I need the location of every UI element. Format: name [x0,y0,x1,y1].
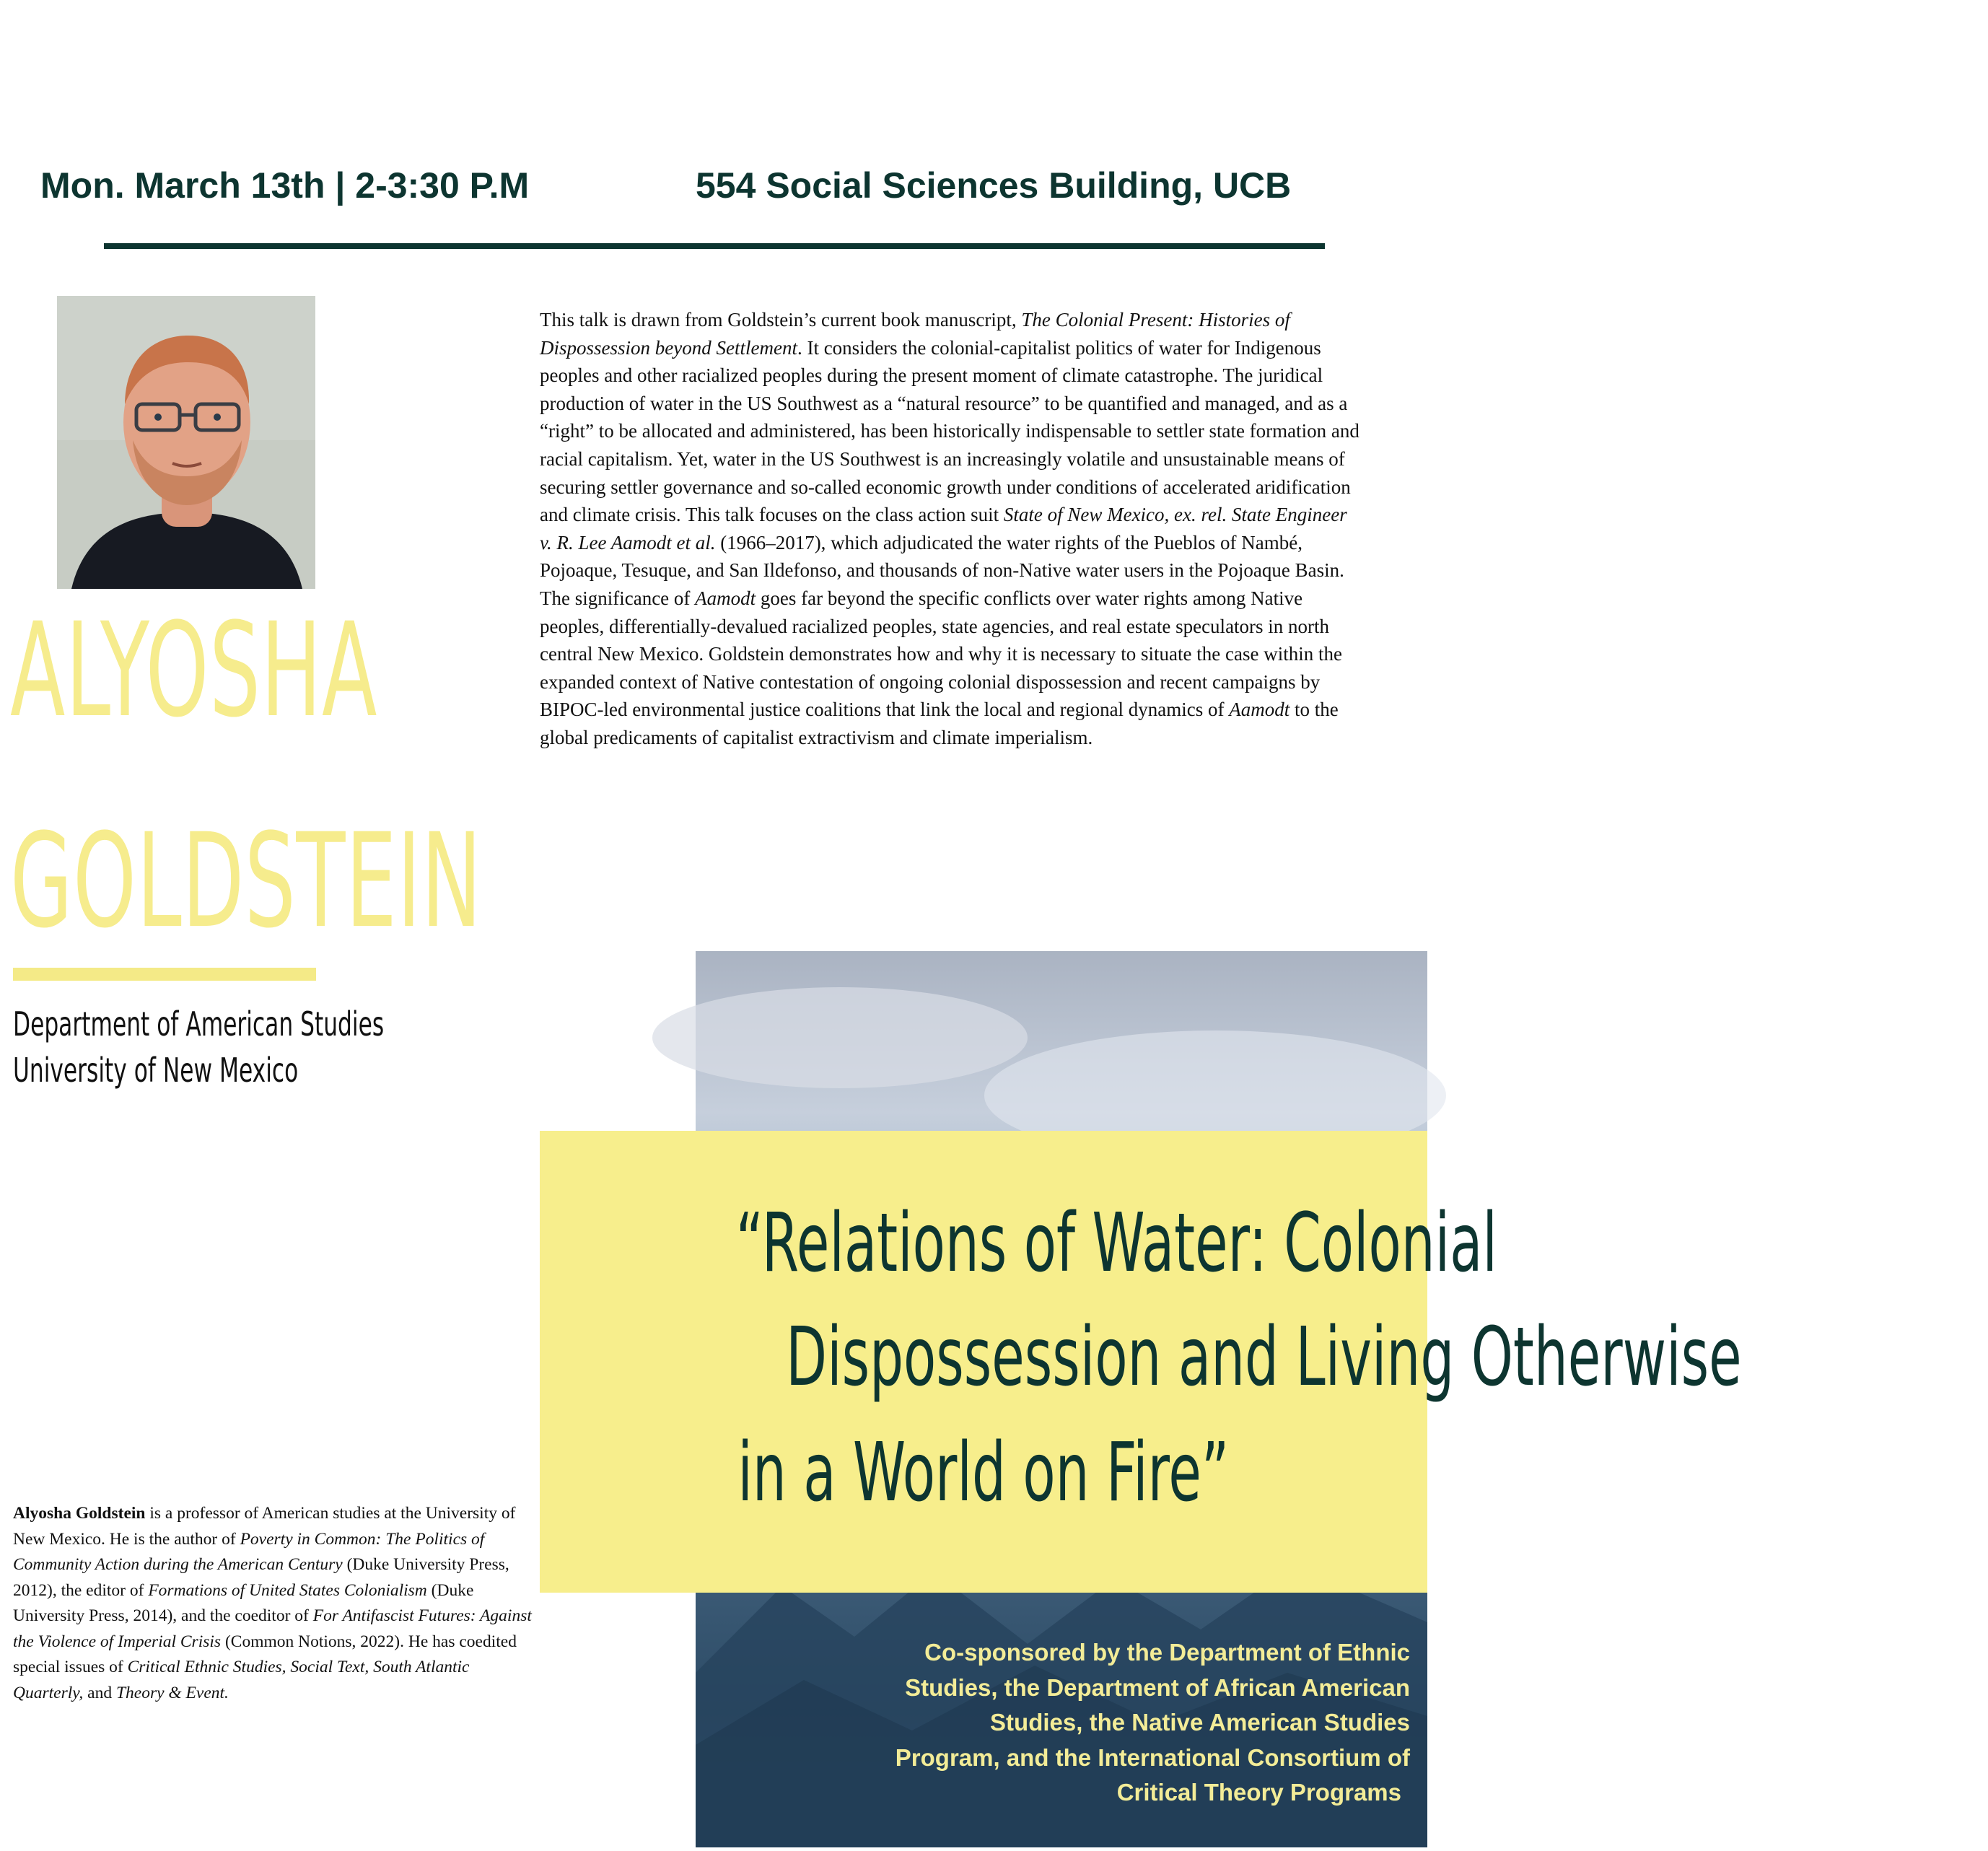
book-title: The Colonial Present: Histories of Dispossession beyond Settlement [540,309,1290,359]
name-underline [13,968,316,981]
case-name: State of New Mexico, ex. rel. State Engineer v. R. Lee Aamodt et al. [540,504,1347,553]
speaker-first-name: ALYOSHA [10,595,378,746]
speaker-last-name: GOLDSTEIN [10,806,482,957]
talk-title-box [540,1131,1742,1593]
speaker-bio: Alyosha Goldstein is a professor of American studies at the University of New Mexico. He is the author of Poverty in Common: The Politics of Community Action during the American Century (Duke University Press, 2012), the editor of Formations of United States Colonialism (Duke University Press, 2014), and the coeditor of For Antifascist Futures: Against the Violence of Imperial Crisis (Common Notions, 2022). He has coedited special issues of Critical Ethnic Studies, Social Text, South Atlantic Quarterly, and Theory & Event. [13,1504,532,1702]
speaker-department: Department of American Studies [13,1005,385,1043]
speaker-university: University of New Mexico [13,1051,299,1090]
bio-name: Alyosha Goldstein [13,1504,146,1523]
talk-title-line-3: in a World on Fire” [737,1426,1230,1520]
talk-title-line-2: Dispossession and Living Otherwise [786,1310,1742,1404]
speaker-portrait [57,296,315,589]
event-location: 554 Social Sciences Building, UCB [696,165,1292,206]
talk-abstract: This talk is drawn from Goldstein’s current book manuscript, The Colonial Present: Histories of Dispossession beyond Settlement. It considers the colonial-capitalist politics of water for Indigenous peoples and other racialized peoples during the present moment of climate catastrophe. The juridical production of water in the US Southwest as a “natural resource” to be quantified and managed, and as a “right” to be allocated and administered, has been historically indispensable to settler state formation and racial capitalism. Yet, water in the US Southwest is an increasingly volatile and unsustainable means of securing settler governance and so-called economic growth under conditions of accelerated aridification and climate crisis. This talk focuses on the class action suit State of New Mexico, ex. rel. State Engineer v. R. Lee Aamodt et al. (1966–2017), which adjudicated the water rights of the Pueblos of Nambé, Pojoaque, Tesuque, and San Ildefonso, and thousands of non-Native water users in the Pojoaque Basin. The significance of Aamodt goes far beyond the specific conflicts over water rights among Native peoples, differentially-devalued racialized peoples, state agencies, and real estate speculators in north central New Mexico. Goldstein demonstrates how and why it is necessary to situate the case within the expanded context of Native contestation of ongoing colonial dispossession and recent campaigns by BIPOC-led environmental justice coalitions that link the local and regional dynamics of Aamodt to the global predicaments of capitalist extractivism and climate imperialism. [540,309,1359,748]
cosponsors: Co-sponsored by the Department of Ethnic Studies, the Department of African American Studies, the Native American Studies Program, and the International Consortium of Critical Theory Programs [895,1639,1410,1806]
talk-title-line-1: “Relations of Water: Colonial [735,1196,1497,1290]
header-divider [104,243,1325,249]
event-datetime: Mon. March 13th | 2-3:30 P.M [40,165,530,206]
